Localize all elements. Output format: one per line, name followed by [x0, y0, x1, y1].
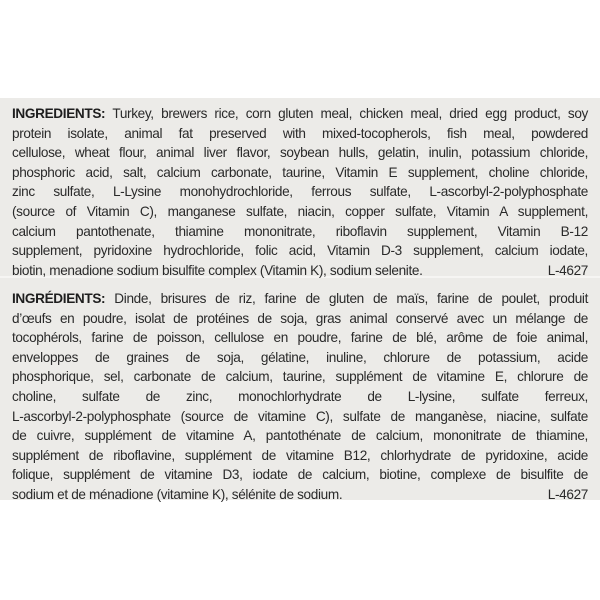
- ingredient-line-last: sodium et de ménadione (vitamine K), sélénite de sodium. L-4627: [12, 485, 588, 505]
- lot-code: L-4627: [547, 486, 588, 502]
- ingredient-line: calcium pantothenate, thiamine mononitrate, riboflavin supplement, Vitamin B-12: [12, 223, 588, 239]
- ingredient-line-last: biotin, menadione sodium bisulfite complex (Vitamin K), sodium selenite. L-4627: [12, 261, 588, 281]
- ingredient-line: supplément de riboflavine, supplément de vitamine B12, chlorhydrate de pyridoxine, acide: [12, 447, 588, 463]
- ingredient-line: INGREDIENTS: Turkey, brewers rice, corn gluten meal, chicken meal, dried egg product, soy: [12, 106, 588, 121]
- ingredient-line: phosphoric acid, salt, calcium carbonate, taurine, Vitamin E supplement, choline chloride,: [12, 164, 588, 180]
- english-ingredients: [12, 104, 588, 280]
- french-heading: INGRÉDIENTS:: [12, 291, 106, 306]
- ingredient-line: tocophérols, farine de poisson, cellulose en poudre, farine de blé, arôme de foie animal,: [12, 330, 588, 346]
- ingredient-line: protein isolate, animal fat preserved with mixed-tocopherols, fish meal, powdered: [12, 125, 588, 141]
- ingredient-line: supplement, pyridoxine hydrochloride, folic acid, Vitamin D-3 supplement, calcium iodate,: [12, 243, 588, 259]
- ingredient-line: cellulose, wheat flour, animal liver flavor, soybean hulls, gelatin, inulin, potassium chloride,: [12, 145, 588, 161]
- ingredient-line: choline, sulfate de zinc, monochlorhydrate de L-lysine, sulfate ferreux,: [12, 388, 588, 404]
- ingredient-line: de cuivre, supplément de vitamine A, pantothénate de calcium, mononitrate de thiamine,: [12, 428, 588, 444]
- french-ingredients: [12, 289, 588, 505]
- ingredient-line: phosphorique, sel, carbonate de calcium, taurine, supplément de vitamine E, chlorure de: [12, 369, 588, 385]
- ingredient-line: (source of Vitamin C), manganese sulfate, niacin, copper sulfate, Vitamin A supplement,: [12, 203, 588, 219]
- ingredient-line: INGRÉDIENTS: Dinde, brisures de riz, farine de gluten de maïs, farine de poulet, produit: [12, 291, 588, 306]
- ingredient-line: enveloppes de graines de soja, gélatine, inuline, chlorure de potassium, acide: [12, 349, 588, 365]
- english-heading: INGREDIENTS:: [12, 106, 106, 121]
- ingredient-line: d’œufs en poudre, isolat de protéines de soja, gras animal conservé avec un mélange de: [12, 310, 588, 326]
- ingredient-line: folique, supplément de vitamine D3, iodate de calcium, biotine, complexe de bisulfite de: [12, 467, 588, 483]
- lot-code: L-4627: [547, 262, 588, 278]
- ingredient-line: L-ascorbyl-2-polyphosphate (source de vitamine C), sulfate de manganèse, niacine, sulfate: [12, 408, 588, 424]
- ingredient-line: zinc sulfate, L-Lysine monohydrochloride, ferrous sulfate, L-ascorbyl-2-polyphosphate: [12, 184, 588, 200]
